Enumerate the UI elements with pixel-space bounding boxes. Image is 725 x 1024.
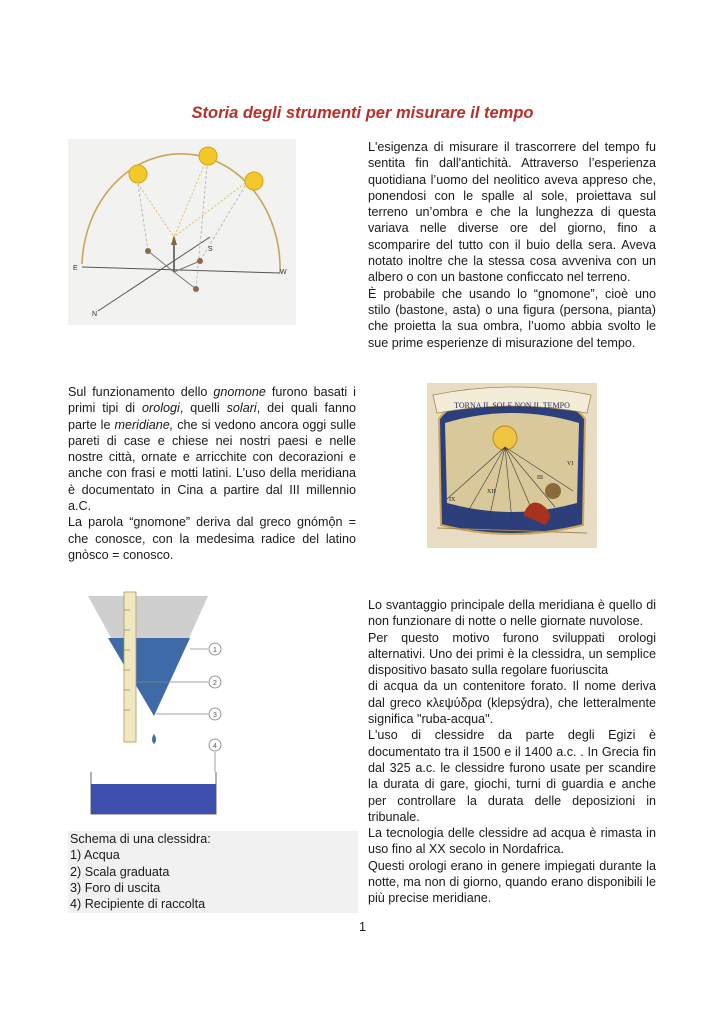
meridiana-text-1: Sul funzionamento dello gnomone furono basati i primi tipi di orologi, quelli solari, dei quali fanno parte le meridiane, che si vedono ancora oggi sulle pareti di case e chiese nei nostri paesi e nelle nostre città, ornate e arricchite con decorazioni e anche con frasi e motti latini. L’uso della meridiana è documentato in Cina a partire dal III millennio a.C. [68, 385, 356, 514]
meridiana-text-2: La parola “gnomone” deriva dal greco gnómộn = che conosce, con la medesima radice del latino gnòsco = conosco. [68, 515, 356, 562]
sundial-numeral: III [537, 475, 543, 481]
caption-item: 1) Acqua [70, 848, 120, 863]
south-label: S [208, 246, 213, 253]
intro-paragraph [368, 139, 656, 351]
north-label: N [92, 311, 98, 318]
meridiana-paragraph [68, 384, 356, 563]
east-label: E [73, 265, 78, 272]
intro-text: L'esigenza di misurare il trascorrere del tempo fu sentita fin dall'antichità. Attraverso l’esperienza quotidiana l’uomo del neolitico aveva appreso che, ponendosi con le spalle al sole, proiettava sul terreno un’ombra e che la lunghezza di questa variava nelle diverse ore del giorno, fino a scomparire del tutto con il buio della sera. Aveva notato inoltre che la stessa cosa avveniva con un albero o con un bastone conficcato nel terreno. [368, 140, 656, 285]
marker-4: 4 [213, 743, 217, 750]
sun-path-diagram [68, 139, 296, 325]
sundial-numeral: IX [449, 497, 456, 503]
clessidra-diagram [86, 590, 236, 818]
clessidra-text: di acqua da un contenitore forato. Il nome deriva dal greco κλεψύδρα (klepsýdra), che letteralmente significa "ruba-acqua". [368, 679, 656, 727]
clessidra-text: L'uso di clessidre da parte degli Egizi è documentato tra il 1500 e il 1400 a.c. . In Grecia fin dal 325 a.c. le clessidre furono usate per scandire la durata di gare, giochi, turni di guardia e anche per controllare la durata delle deposizioni in tribunale. [368, 728, 656, 824]
painted-sundial-image [427, 383, 597, 548]
clessidra-text: Lo svantaggio principale della meridiana è quello di non funzionare di notte o nelle giornate nuvolose. [368, 598, 656, 629]
caption-title: Schema di una clessidra: [70, 832, 211, 846]
page-title: Storia degli strumenti per misurare il tempo [191, 104, 534, 122]
sundial-motto: TORNA IL SOLE NON IL TEMPO [454, 401, 570, 410]
clessidra-text: Per questo motivo furono sviluppati orologi alternativi. Uno dei primi è la clessidra, un semplice dispositivo basato sulla regolare fuoriuscita [368, 630, 656, 678]
intro-text-2: È probabile che usando lo “gnomone”, cioè uno stilo (bastone, asta) o una figura (persona, pianta) che proietta la sua ombra, l’uomo abbia svolto le sue prime esperienze di misurazione del tempo. [368, 286, 656, 350]
sundial-numeral: XII [487, 489, 496, 495]
marker-2: 2 [213, 680, 217, 687]
marker-1: 1 [213, 647, 217, 654]
marker-3: 3 [213, 712, 217, 719]
page-number: 1 [358, 920, 366, 934]
clessidra-text: La tecnologia delle clessidre ad acqua è rimasta in uso fino al XX secolo in Nordafrica. [368, 826, 656, 857]
clessidra-paragraph [368, 597, 656, 907]
water-drop-icon [152, 734, 156, 744]
caption-item: 4) Recipiente di raccolta [70, 897, 206, 912]
sundial-numeral: VI [567, 461, 574, 467]
caption-item: 3) Foro di uscita [70, 880, 161, 895]
caption-item: 2) Scala graduata [70, 864, 170, 879]
clessidra-caption [68, 831, 358, 913]
west-label: W [280, 269, 287, 276]
clessidra-text: Questi orologi erano in genere impiegati durante la notte, ma non di giorno, quando erano disponibili le più precise meridiane. [368, 858, 656, 906]
sun-icon [129, 147, 263, 190]
